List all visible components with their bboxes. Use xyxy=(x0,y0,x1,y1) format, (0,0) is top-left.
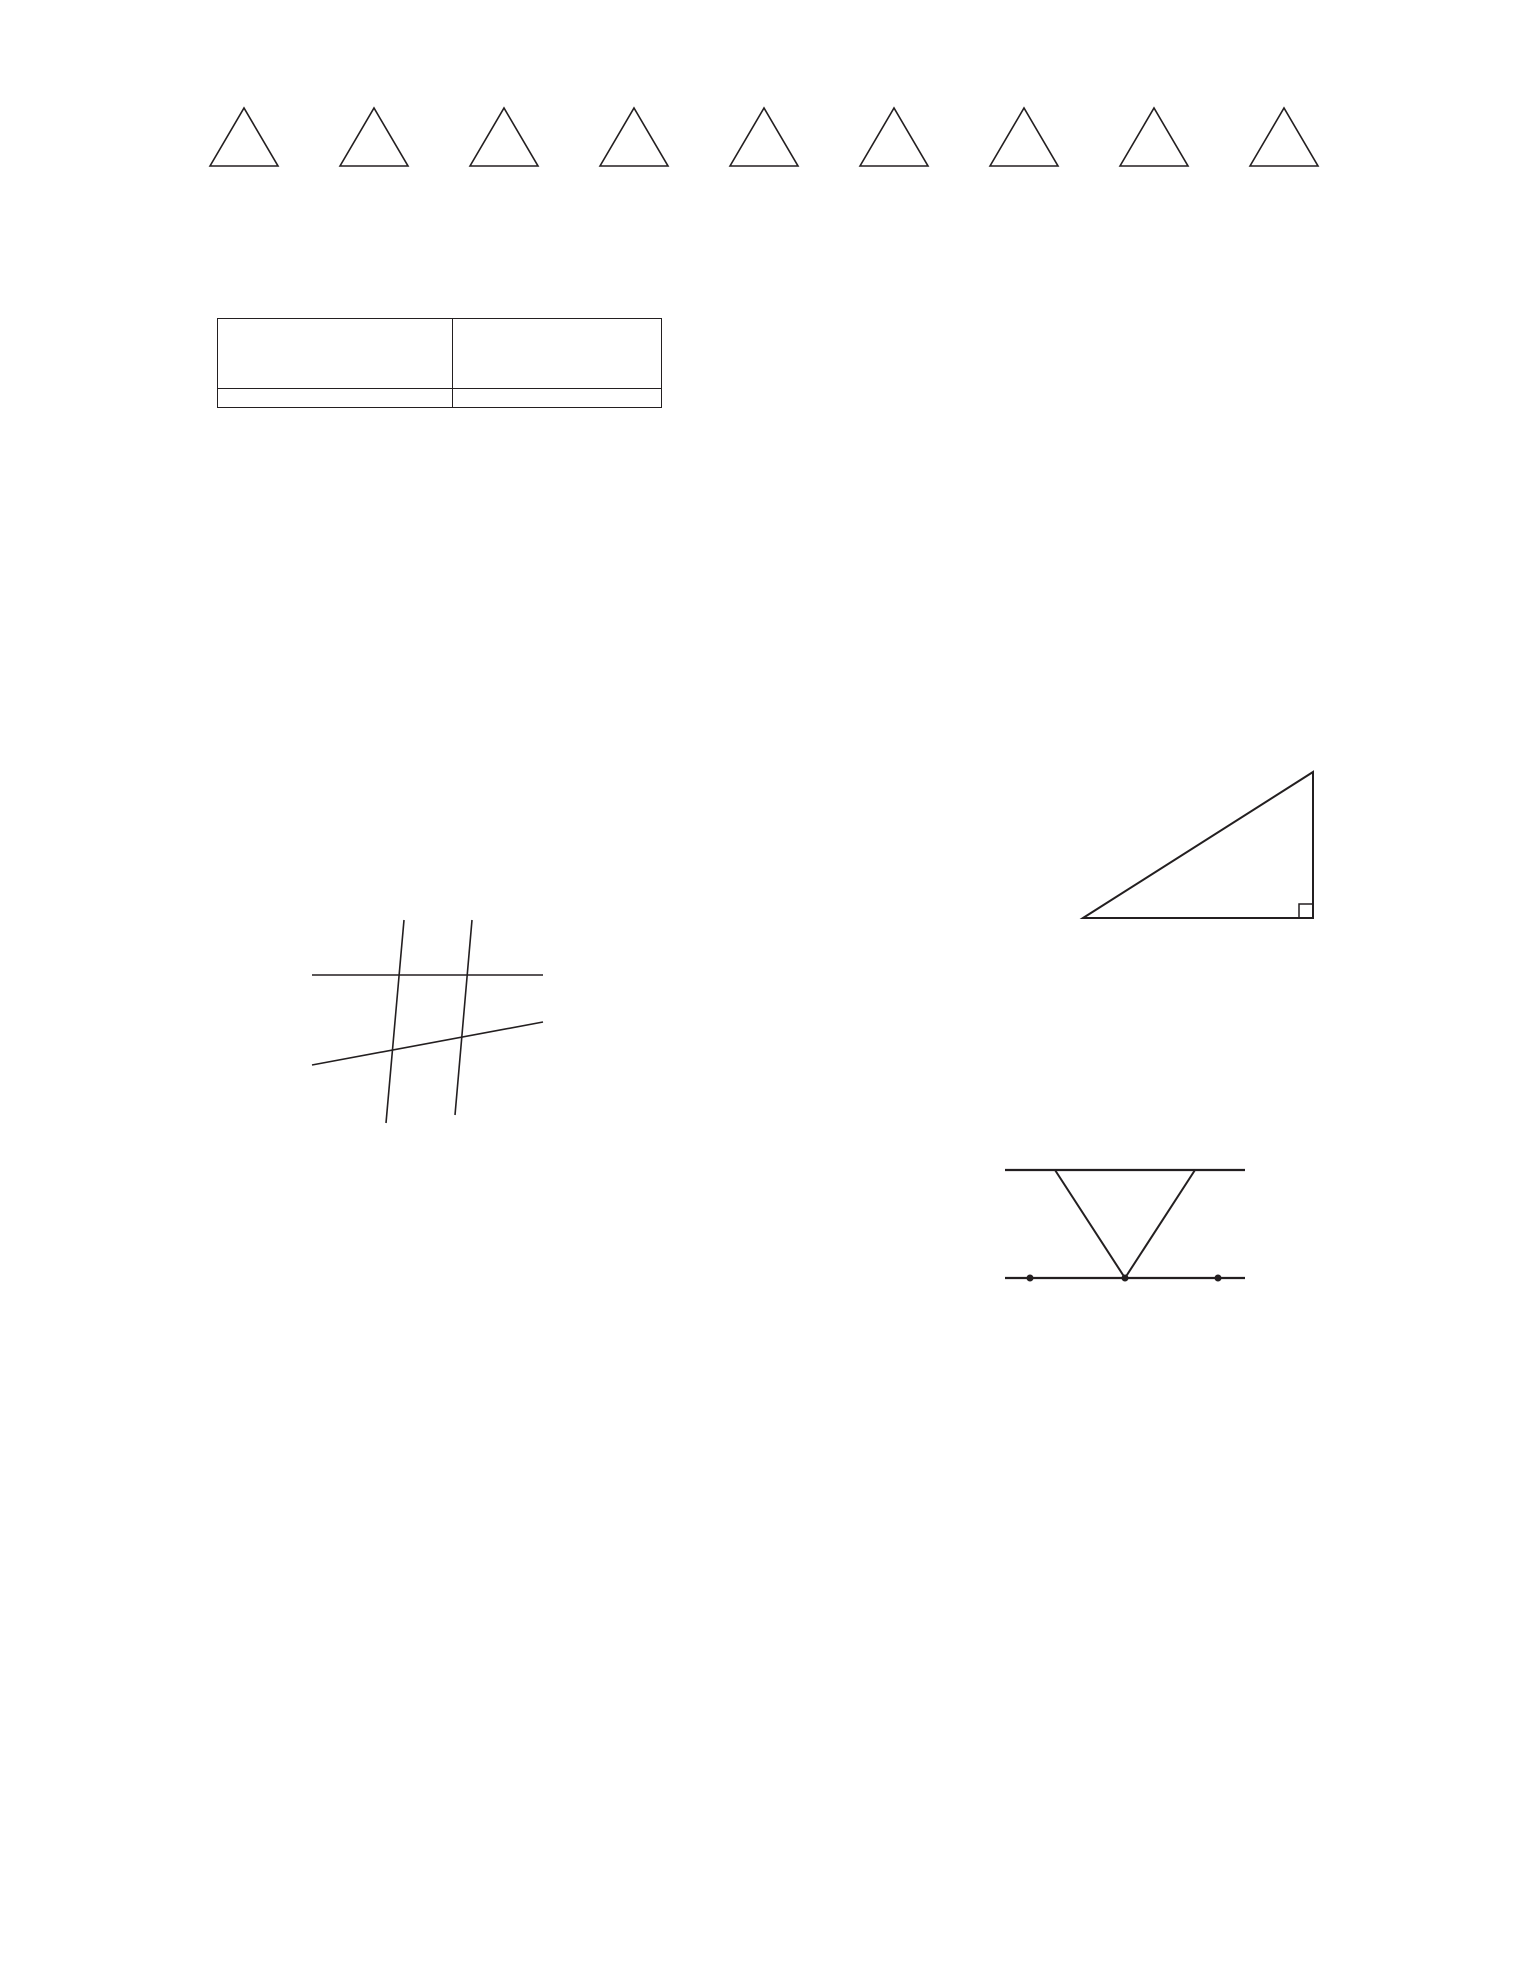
answer-option[interactable] xyxy=(834,582,874,607)
answer-option[interactable] xyxy=(834,1328,874,1353)
bisector-figure xyxy=(1000,1135,1260,1315)
goals-table-col-matches xyxy=(453,389,662,408)
answer-option[interactable] xyxy=(149,1455,218,1480)
answer-option[interactable] xyxy=(149,1240,189,1265)
answer-option[interactable] xyxy=(149,1690,189,1715)
lines-figure xyxy=(300,885,600,1125)
header-triangle-icon xyxy=(860,108,928,166)
answer-option[interactable] xyxy=(149,674,189,699)
goals-table xyxy=(217,318,662,408)
answer-option[interactable] xyxy=(149,1765,189,1790)
coordinate-plane xyxy=(1040,332,1360,634)
header-triangle-icon xyxy=(470,108,538,166)
answer-option[interactable] xyxy=(834,1428,874,1453)
answer-option[interactable] xyxy=(834,532,874,557)
answer-option[interactable] xyxy=(149,699,189,724)
goals-table-header-goals xyxy=(218,319,453,389)
header-triangle-icon xyxy=(210,108,278,166)
header-triangle-icon xyxy=(1120,108,1188,166)
answer-option[interactable] xyxy=(149,1740,189,1765)
answer-option[interactable] xyxy=(149,624,189,649)
header-triangle-icon xyxy=(600,108,668,166)
header-triangles xyxy=(190,100,1340,180)
header-triangle-icon xyxy=(990,108,1058,166)
header-triangle-icon xyxy=(340,108,408,166)
answer-option[interactable] xyxy=(149,724,189,749)
answer-option[interactable] xyxy=(149,1205,189,1230)
answer-option[interactable] xyxy=(834,1378,874,1403)
answer-option[interactable] xyxy=(834,507,874,532)
answer-option[interactable] xyxy=(149,1275,189,1300)
goals-table-header-matches xyxy=(453,319,662,389)
answer-option[interactable] xyxy=(149,1170,189,1195)
triangle-klm xyxy=(1050,735,1350,955)
answer-option[interactable] xyxy=(149,1421,218,1446)
answer-option[interactable] xyxy=(149,1489,218,1514)
answer-option[interactable] xyxy=(149,649,189,674)
header-triangle-icon xyxy=(1250,108,1318,166)
answer-option[interactable] xyxy=(834,557,874,582)
answer-option[interactable] xyxy=(834,1353,874,1378)
answer-option[interactable] xyxy=(149,1715,189,1740)
answer-option[interactable] xyxy=(149,1523,218,1548)
answer-option[interactable] xyxy=(149,1387,218,1412)
goals-table-col-goals xyxy=(218,389,453,408)
answer-option[interactable] xyxy=(834,607,874,632)
answer-option[interactable] xyxy=(834,1403,874,1428)
answer-option[interactable] xyxy=(149,1665,189,1690)
header-triangle-icon xyxy=(730,108,798,166)
answer-option[interactable] xyxy=(149,1135,189,1160)
